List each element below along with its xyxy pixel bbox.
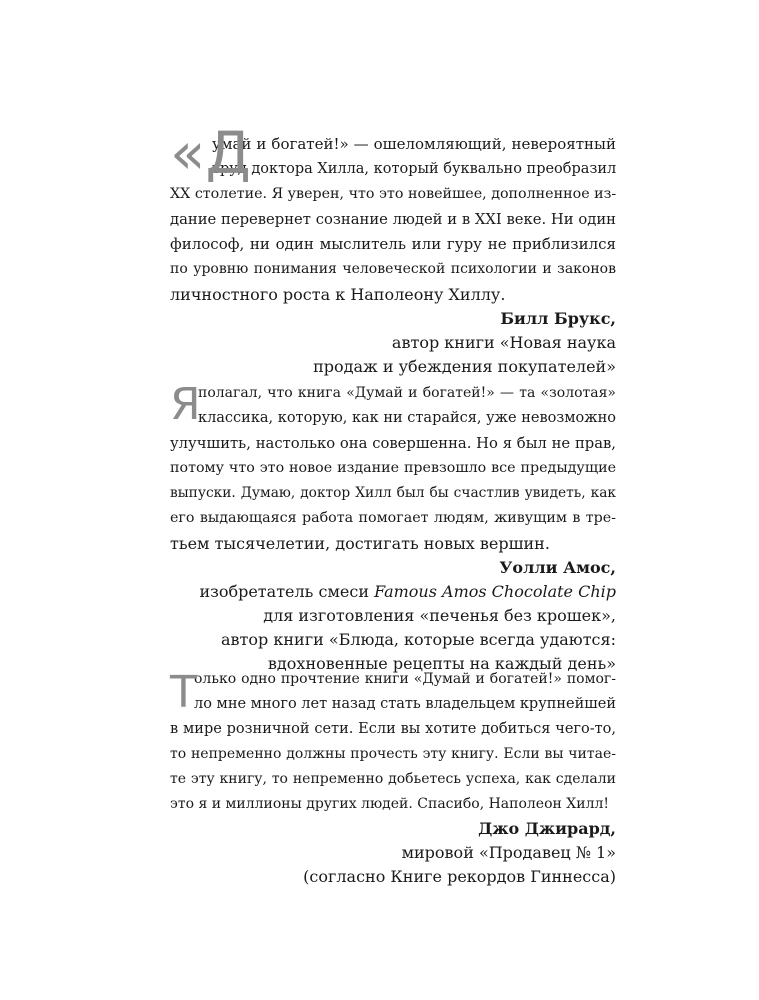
quote-line: классика, которую, как ни старайся, уже невозможно bbox=[198, 410, 616, 426]
quote-line: его выдающаяся работа помогает людям, живущим в тре- bbox=[170, 510, 616, 526]
author-role: вдохновенные рецепты на каждый день» bbox=[267, 654, 616, 673]
author-role: мировой «Продавец № 1» bbox=[401, 843, 616, 862]
quote-line: полагал, что книга «Думай и богатей!» — та «золотая» bbox=[198, 385, 616, 401]
quote-line: ло мне много лет назад стать владельцем крупнейшей bbox=[194, 696, 617, 712]
drop-cap: Я bbox=[170, 379, 201, 430]
quote-line: по уровню понимания человеческой психологии и законов bbox=[170, 261, 616, 277]
author-role: автор книги «Блюда, которые всегда удаются: bbox=[221, 630, 616, 649]
quote-line: то непременно должны прочесть эту книгу. Если вы читае- bbox=[170, 746, 616, 762]
quote-line: философ, ни один мыслитель или гуру не приблизился bbox=[170, 235, 616, 253]
attribution bbox=[170, 817, 616, 889]
quote-line: в мире розничной сети. Если вы хотите добиться чего-то, bbox=[170, 721, 616, 737]
quote-line: труд доктора Хилла, который буквально преобразил bbox=[212, 161, 617, 177]
quote-line: XX столетие. Я уверен, что это новейшее, дополненное из- bbox=[170, 186, 617, 202]
quote-line: олько одно прочтение книги «Думай и богатей!» помог- bbox=[194, 671, 616, 687]
role-text: изобретатель смеси bbox=[199, 582, 375, 601]
author-role: автор книги «Новая наука bbox=[391, 333, 616, 352]
author-role: продаж и убеждения покупателей» bbox=[313, 357, 616, 376]
quote-line: личностного роста к Наполеону Хиллу. bbox=[170, 285, 506, 304]
quote-line: потому что это новое издание превзошло все предыдущие bbox=[170, 460, 616, 476]
product-name: Famous Amos Chocolate Chip bbox=[374, 582, 616, 601]
attribution bbox=[170, 556, 616, 676]
attribution bbox=[170, 307, 616, 379]
author-name: Уолли Амос, bbox=[499, 558, 616, 577]
quote-line: дание перевернет сознание людей и в XXI веке. Ни один bbox=[170, 211, 616, 228]
quote-line: выпуски. Думаю, доктор Хилл был бы счастлив увидеть, как bbox=[170, 485, 616, 501]
author-name: Джо Джирард, bbox=[478, 819, 616, 838]
testimonial-2 bbox=[170, 381, 616, 676]
author-name: Билл Брукс, bbox=[500, 309, 616, 328]
author-role: для изготовления «печенья без крошек», bbox=[263, 606, 616, 625]
drop-cap: Т bbox=[170, 667, 197, 718]
quote-line: тьем тысячелетии, достигать новых вершин. bbox=[170, 534, 550, 553]
drop-cap: «Д bbox=[170, 119, 251, 187]
testimonial-3 bbox=[170, 667, 616, 889]
quote-line: это я и миллионы других людей. Спасибо, Наполеон Хилл! bbox=[170, 796, 610, 812]
author-role: (согласно Книге рекордов Гиннесса) bbox=[303, 867, 616, 886]
quote-line: улучшить, настолько она совершенна. Но я был не прав, bbox=[170, 435, 616, 452]
quote-line: умай и богатей!» — ошеломляющий, невероятный bbox=[212, 135, 616, 153]
quote-line: те эту книгу, то непременно добьетесь успеха, как сделали bbox=[170, 771, 616, 787]
testimonial-1 bbox=[170, 119, 617, 379]
author-role bbox=[170, 580, 616, 604]
